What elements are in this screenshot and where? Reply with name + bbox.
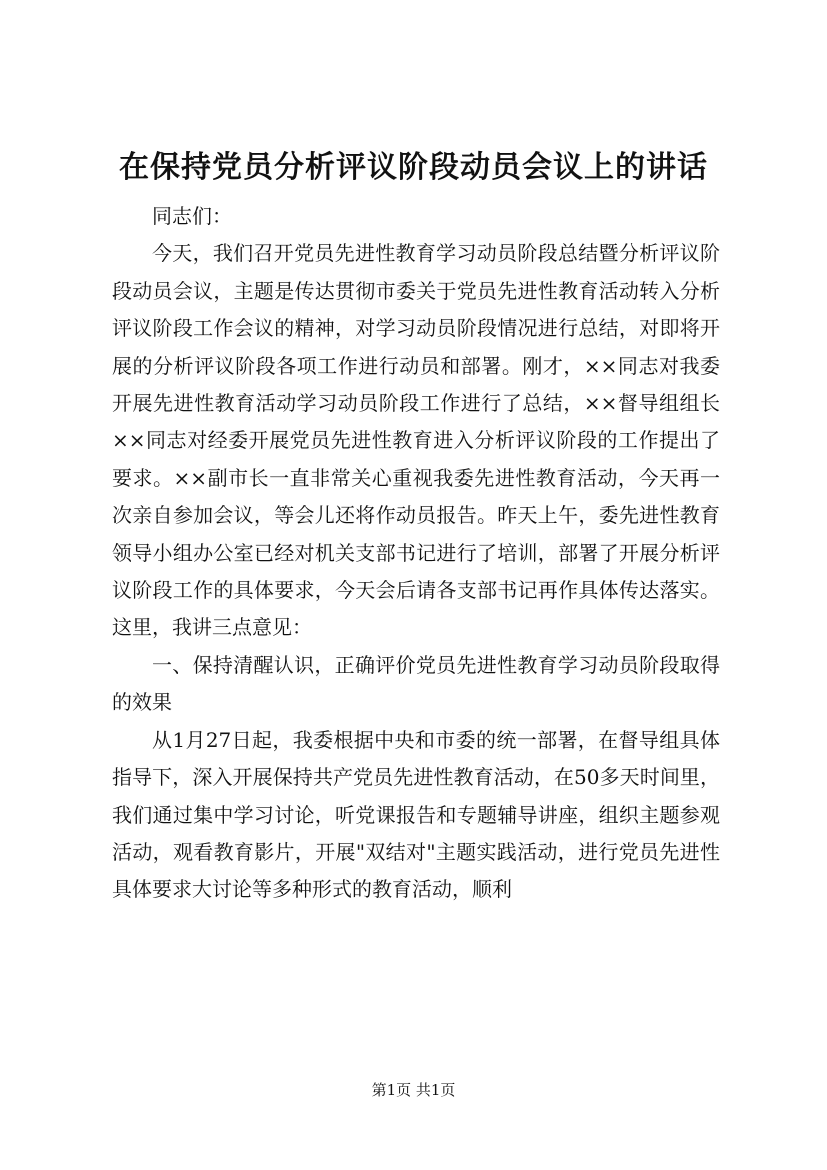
- page-footer: 第1页 共1页: [371, 1081, 456, 1099]
- salutation-paragraph: 同志们：: [152, 204, 232, 228]
- body-paragraph: 从1月27日起，我委根据中央和市委的统一部署，在督导组具体指导下，深入开展保持共产党员先进性教育活动，在50多天时间里，我们通过集中学习讨论，听党课报告和专题辅导讲座，组织主题参观活动，观看教育影片，开展"双结对"主题实践活动，进行党员先进性具体要求大讨论等多种形式的教育活动，顺利: [112, 727, 720, 902]
- section-heading-paragraph: 一、保持清醒认识，正确评价党员先进性教育学习动员阶段取得的效果: [112, 652, 720, 715]
- document-body: [112, 198, 720, 909]
- intro-paragraph: 今天，我们召开党员先进性教育学习动员阶段总结暨分析评议阶段动员会议，主题是传达贯彻市委关于党员先进性教育活动转入分析评议阶段工作会议的精神，对学习动员阶段情况进行总结，对即将开展的分析评议阶段各项工作进行动员和部署。刚才，××同志对我委开展先进性教育活动学习动员阶段工作进行了总结，××督导组组长××同志对经委开展党员先进性教育进入分析评议阶段的工作提出了要求。××副市长一直非常关心重视我委先进性教育活动，今天再一次亲自参加会议，等会儿还将作动员报告。昨天上午，委先进性教育领导小组办公室已经对机关支部书记进行了培训，部署了开展分析评议阶段工作的具体要求，今天会后请各支部书记再作具体传达落实。这里，我讲三点意见：: [112, 241, 720, 640]
- document-title: 在保持党员分析评议阶段动员会议上的讲话: [119, 150, 708, 185]
